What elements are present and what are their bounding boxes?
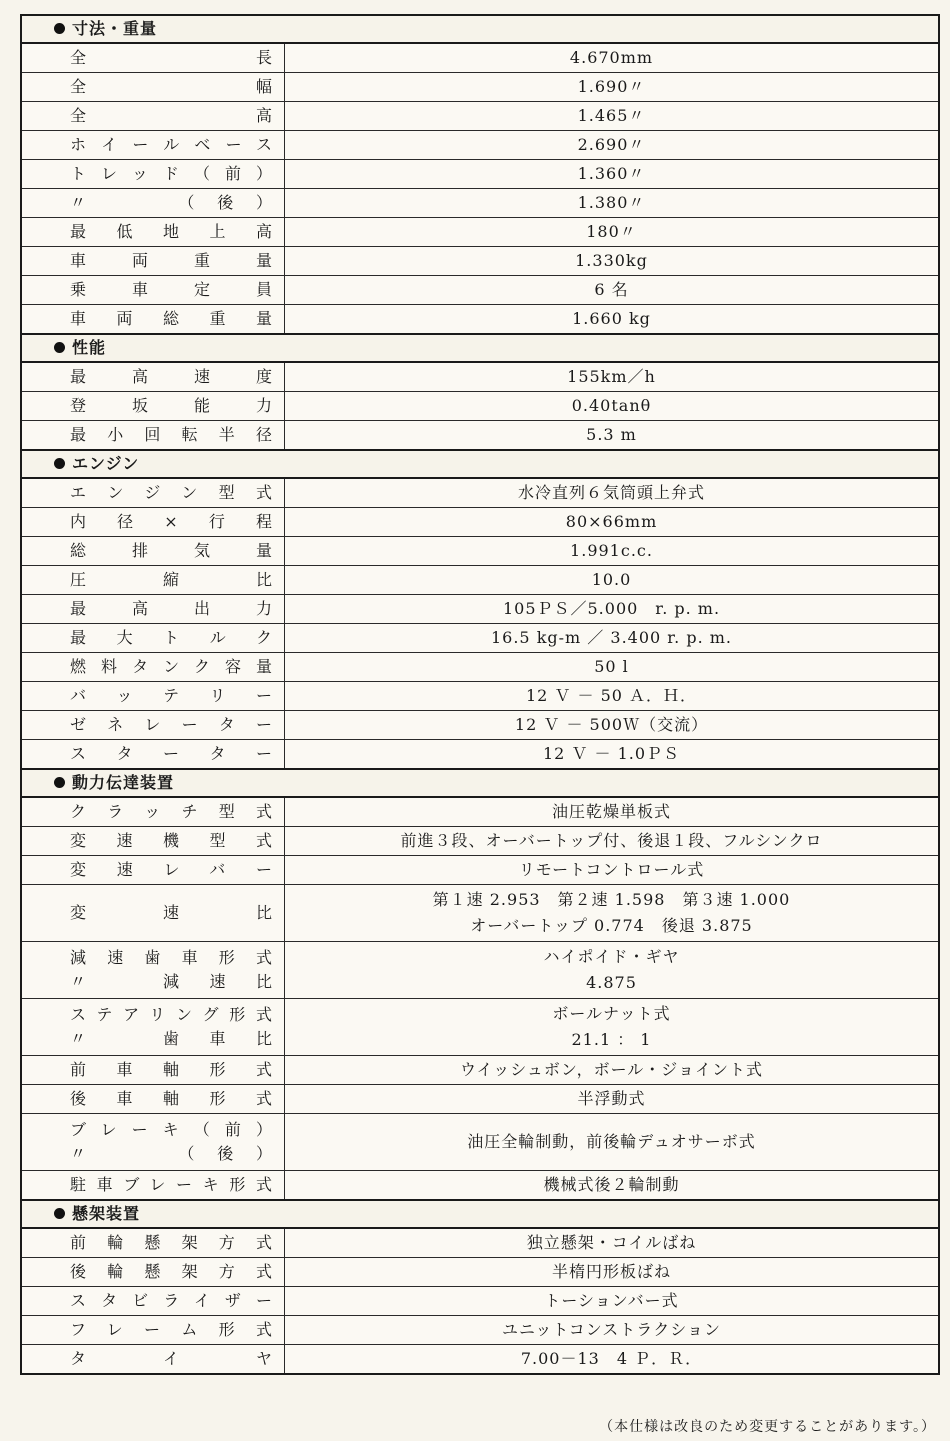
section-header: [22, 770, 938, 798]
spec-value-text: 155km／h: [567, 367, 656, 386]
spec-row: [22, 1287, 938, 1316]
spec-row: [22, 885, 938, 942]
spec-value-text: 180〃: [586, 222, 637, 241]
spec-label: [22, 363, 285, 391]
spec-label: [22, 1056, 285, 1084]
spec-label-text: 最低地上高: [70, 222, 274, 241]
spec-row: [22, 218, 938, 247]
spec-row: [22, 479, 938, 508]
spec-row: [22, 537, 938, 566]
spec-label-text: クラッチ型式: [70, 802, 274, 821]
spec-label: [22, 1085, 285, 1113]
spec-value: [285, 73, 938, 101]
spec-value-text: 12 Ｖ － 50 Ａ．Ｈ．: [525, 686, 698, 705]
spec-value: [285, 856, 938, 884]
spec-value: [285, 624, 938, 652]
section-header: [22, 16, 938, 44]
spec-value: [285, 1085, 938, 1113]
spec-value-text: 半浮動式: [577, 1089, 646, 1108]
spec-label: [22, 999, 285, 1055]
spec-value: [285, 653, 938, 681]
spec-label: [22, 73, 285, 101]
spec-label: [22, 537, 285, 565]
section-title: 寸法・重量: [72, 19, 158, 38]
spec-value: [285, 1258, 938, 1286]
spec-value: [285, 189, 938, 217]
spec-value: [285, 218, 938, 246]
spec-value-text: 12 Ｖ － 500Ｗ（交流）: [514, 715, 709, 734]
spec-value: [285, 508, 938, 536]
spec-row: [22, 595, 938, 624]
spec-label-text: トレッド（前）: [70, 164, 274, 183]
spec-value: [285, 740, 938, 768]
spec-label: [22, 711, 285, 739]
spec-label-text: 全 長: [70, 48, 274, 67]
bullet-icon: [54, 342, 65, 353]
spec-value: [285, 798, 938, 826]
spec-label-text: 〃 （後）: [70, 193, 274, 212]
spec-value-text: 独立懸架・コイルばね: [526, 1233, 697, 1252]
spec-row: [22, 508, 938, 537]
spec-row: [22, 653, 938, 682]
spec-row: [22, 73, 938, 102]
spec-value-text: 前進３段、オーバートップ付、後退１段、フルシンクロ: [400, 831, 823, 850]
spec-value-text: 105ＰＳ／5.000 r. p. m.: [502, 599, 721, 618]
spec-value-text: ユニットコンストラクション: [502, 1320, 721, 1339]
spec-label-text: タ イ ヤ: [70, 1349, 274, 1368]
spec-value-text: 4.875: [586, 973, 637, 992]
spec-row: [22, 421, 938, 449]
spec-label-text: ブレーキ（前）: [70, 1120, 274, 1139]
spec-row: [22, 624, 938, 653]
spec-label-text: 〃 歯車比: [70, 1029, 274, 1048]
spec-value: [285, 827, 938, 855]
footnote: （本仕様は改良のため変更することがあります。）: [599, 1419, 936, 1435]
spec-label-text: 最小回転半径: [70, 425, 274, 444]
spec-value-text: ハイポイド・ギヤ: [543, 947, 680, 966]
spec-label-text: 最大トルク: [70, 628, 274, 647]
spec-label-text: 減速歯車形式: [70, 948, 274, 967]
spec-value-text: 機械式後２輪制動: [543, 1175, 680, 1194]
spec-label: [22, 798, 285, 826]
spec-section: [22, 16, 938, 335]
section-title: エンジン: [72, 454, 140, 473]
spec-label: [22, 653, 285, 681]
spec-label-text: 〃 （後）: [70, 1144, 274, 1163]
spec-row: [22, 1258, 938, 1287]
spec-section: [22, 1201, 938, 1373]
spec-label-text: ステアリング形式: [70, 1005, 274, 1024]
spec-label-text: 車両総重量: [70, 309, 274, 328]
spec-value: [285, 999, 938, 1055]
spec-label-text: 変速機型式: [70, 831, 274, 850]
spec-value: [285, 479, 938, 507]
spec-value-text: 0.40tanθ: [571, 396, 652, 415]
spec-value-text: 21.1 ： 1: [571, 1030, 652, 1049]
spec-row: [22, 798, 938, 827]
spec-value: [285, 160, 938, 188]
spec-value: [285, 1287, 938, 1315]
spec-label: [22, 421, 285, 449]
spec-value: [285, 537, 938, 565]
spec-label-text: 最高速度: [70, 367, 274, 386]
spec-label-text: 内径×行程: [70, 512, 274, 531]
spec-row: [22, 247, 938, 276]
spec-label-text: ゼネレーター: [70, 715, 274, 734]
spec-row: [22, 44, 938, 73]
section-title: 懸架装置: [72, 1204, 141, 1223]
spec-label: [22, 740, 285, 768]
section-header: [22, 335, 938, 363]
spec-label-text: 乗車定員: [70, 280, 274, 299]
spec-value: [285, 392, 938, 420]
spec-value-text: 7.00－13 4 Ｐ．Ｒ．: [520, 1349, 703, 1368]
spec-value-text: 16.5 kg-m ／ 3.400 r. p. m.: [490, 628, 733, 647]
spec-row: [22, 1229, 938, 1258]
spec-value-text: 半楕円形板ばね: [551, 1262, 671, 1281]
spec-label: [22, 189, 285, 217]
spec-value: [285, 44, 938, 72]
spec-label-text: 駐車ブレーキ形式: [70, 1175, 274, 1194]
spec-label: [22, 1287, 285, 1315]
spec-label: [22, 1345, 285, 1373]
spec-value-text: 1.330kg: [575, 251, 648, 270]
spec-value-text: 1.991c.c.: [570, 541, 653, 560]
spec-label-text: 前車軸形式: [70, 1060, 274, 1079]
spec-row: [22, 102, 938, 131]
spec-value-text: 2.690〃: [577, 135, 646, 154]
section-header: [22, 1201, 938, 1229]
spec-label: [22, 1171, 285, 1199]
spec-value-text: オーバートップ 0.774 後退 3.875: [470, 916, 753, 935]
spec-row: [22, 363, 938, 392]
spec-label-text: 変速レバー: [70, 860, 274, 879]
spec-label-text: 前輪懸架方式: [70, 1233, 274, 1252]
spec-value-text: 10.0: [591, 570, 632, 589]
section-header: [22, 451, 938, 479]
spec-value: [285, 305, 938, 333]
spec-label-text: エンジン型式: [70, 483, 274, 502]
spec-section: [22, 335, 938, 451]
spec-label: [22, 682, 285, 710]
spec-row: [22, 999, 938, 1056]
spec-value-text: 第１速 2.953 第２速 1.598 第３速 1.000: [432, 890, 791, 909]
spec-value: [285, 421, 938, 449]
spec-row: [22, 392, 938, 421]
spec-value: [285, 942, 938, 998]
spec-label-text: スタビライザー: [70, 1291, 274, 1310]
spec-label: [22, 566, 285, 594]
spec-label: [22, 885, 285, 941]
spec-label: [22, 942, 285, 998]
spec-row: [22, 1056, 938, 1085]
spec-label-text: 登坂能力: [70, 396, 274, 415]
spec-label-text: スターター: [70, 744, 274, 763]
spec-label: [22, 44, 285, 72]
spec-label: [22, 305, 285, 333]
spec-row: [22, 711, 938, 740]
spec-label: [22, 392, 285, 420]
spec-value: [285, 276, 938, 304]
spec-row: [22, 1114, 938, 1171]
spec-row: [22, 1316, 938, 1345]
spec-value-text: 1.660 kg: [572, 309, 651, 328]
spec-value-text: ウイッシュボン，ボール・ジョイント式: [460, 1060, 763, 1079]
section-title: 動力伝達装置: [72, 773, 175, 792]
spec-label-text: 最高出力: [70, 599, 274, 618]
spec-value: [285, 566, 938, 594]
spec-row: [22, 856, 938, 885]
spec-label: [22, 1229, 285, 1257]
spec-value: [285, 595, 938, 623]
spec-value-text: ボールナット式: [552, 1004, 671, 1023]
spec-label: [22, 827, 285, 855]
spec-label-text: ホイールベース: [70, 135, 274, 154]
spec-label: [22, 131, 285, 159]
spec-label: [22, 218, 285, 246]
spec-value: [285, 1345, 938, 1373]
spec-value-text: 4.670mm: [569, 48, 654, 67]
spec-value-text: 1.465〃: [577, 106, 646, 125]
spec-row: [22, 1345, 938, 1373]
spec-value-text: 5.3 m: [586, 425, 637, 444]
spec-value: [285, 1056, 938, 1084]
spec-label-text: 後車軸形式: [70, 1089, 274, 1108]
spec-row: [22, 682, 938, 711]
spec-label-text: フレーム形式: [70, 1320, 274, 1339]
spec-label-text: 〃 減速比: [70, 972, 274, 991]
spec-label: [22, 160, 285, 188]
spec-value: [285, 682, 938, 710]
spec-row: [22, 942, 938, 999]
spec-label: [22, 1114, 285, 1170]
spec-row: [22, 160, 938, 189]
spec-value-text: 1.690〃: [577, 77, 646, 96]
spec-row: [22, 827, 938, 856]
bullet-icon: [54, 458, 65, 469]
spec-label-text: 車両重量: [70, 251, 274, 270]
section-title: 性能: [72, 338, 107, 357]
spec-value: [285, 363, 938, 391]
spec-value-text: リモートコントロール式: [518, 860, 705, 879]
spec-value-text: 1.360〃: [577, 164, 646, 183]
spec-value-text: 油圧乾燥単板式: [551, 802, 671, 821]
spec-label-text: 燃料タンク容量: [70, 657, 274, 676]
spec-value-text: 6 名: [594, 280, 629, 299]
spec-label: [22, 102, 285, 130]
spec-label-text: 全 幅: [70, 77, 274, 96]
spec-label: [22, 1258, 285, 1286]
spec-row: [22, 131, 938, 160]
spec-value-text: 水冷直列６気筒頭上弁式: [517, 483, 705, 502]
spec-label: [22, 276, 285, 304]
spec-value-text: 1.380〃: [577, 193, 646, 212]
spec-label-text: 変 速 比: [70, 903, 274, 922]
spec-row: [22, 276, 938, 305]
spec-row: [22, 1085, 938, 1114]
bullet-icon: [54, 1208, 65, 1219]
spec-row: [22, 566, 938, 595]
spec-label: [22, 595, 285, 623]
spec-row: [22, 740, 938, 768]
spec-label-text: 総排気量: [70, 541, 274, 560]
spec-value: [285, 1229, 938, 1257]
spec-label: [22, 1316, 285, 1344]
spec-table: [20, 14, 940, 1375]
spec-value: [285, 885, 938, 941]
spec-row: [22, 305, 938, 333]
bullet-icon: [54, 777, 65, 788]
spec-value: [285, 1316, 938, 1344]
spec-label: [22, 247, 285, 275]
spec-label-text: 全 高: [70, 106, 274, 125]
spec-value-text: 12 Ｖ － 1.0ＰＳ: [542, 744, 681, 763]
spec-row: [22, 189, 938, 218]
spec-value-text: 50 l: [594, 657, 629, 676]
spec-value-text: トーションバー式: [544, 1291, 679, 1310]
spec-label-text: 後輪懸架方式: [70, 1262, 274, 1281]
spec-value: [285, 711, 938, 739]
spec-label-text: バッテリー: [70, 686, 274, 705]
spec-value-text: 80×66mm: [565, 512, 658, 531]
spec-value: [285, 1171, 938, 1199]
spec-label: [22, 624, 285, 652]
spec-value-text: 油圧全輪制動，前後輪デュオサーボ式: [467, 1132, 756, 1151]
spec-section: [22, 451, 938, 770]
spec-row: [22, 1171, 938, 1199]
spec-value: [285, 1114, 938, 1170]
bullet-icon: [54, 23, 65, 34]
spec-label: [22, 479, 285, 507]
spec-label-text: 圧 縮 比: [70, 570, 274, 589]
spec-value: [285, 247, 938, 275]
spec-section: [22, 770, 938, 1201]
spec-value: [285, 131, 938, 159]
spec-value: [285, 102, 938, 130]
spec-label: [22, 856, 285, 884]
spec-label: [22, 508, 285, 536]
